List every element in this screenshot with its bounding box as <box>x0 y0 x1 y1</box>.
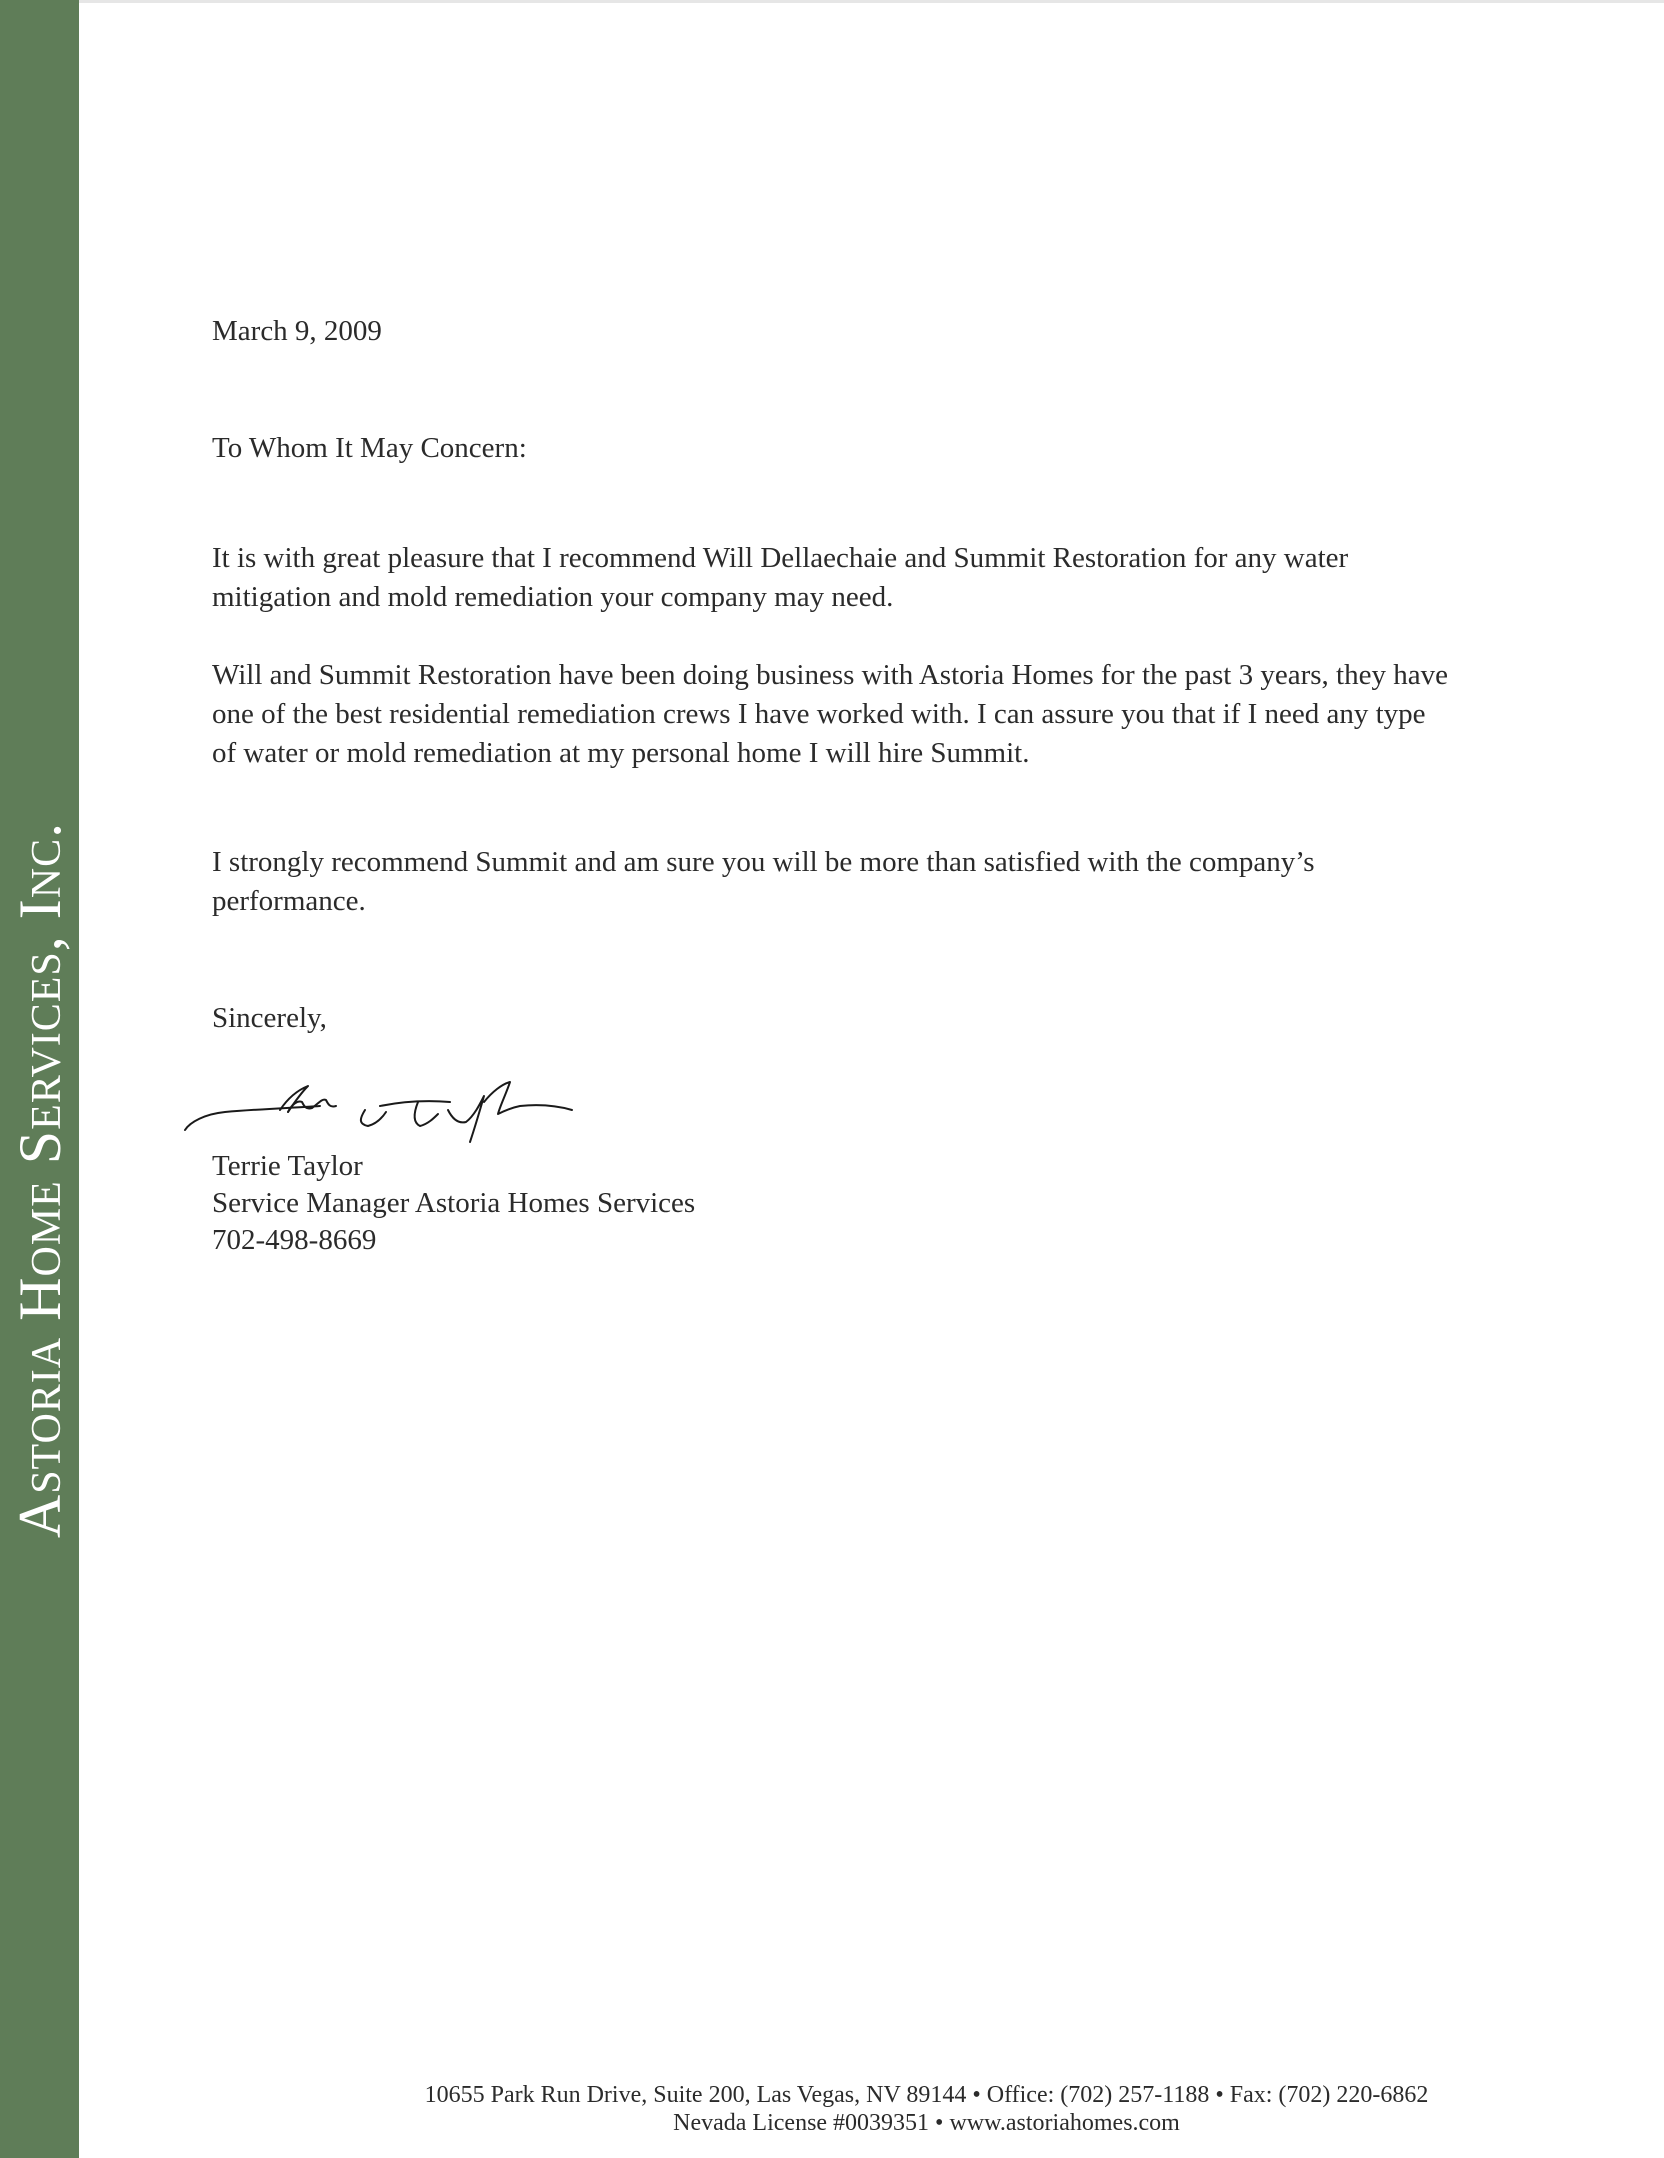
body-paragraph: It is with great pleasure that I recommend Will Dellaechaie and Summit Restoration for any water mitigation and mold remediation your company may need. <box>212 542 1349 613</box>
signer-title: Service Manager Astoria Homes Services <box>212 1187 696 1219</box>
footer-address: 10655 Park Run Drive, Suite 200, Las Vegas, NV 89144 • Office: (702) 257-1188 • Fax: (702) 220-6862 <box>424 2082 1429 2108</box>
letterhead-sidebar <box>0 0 79 2158</box>
salutation: To Whom It May Concern: <box>212 432 527 464</box>
signer-phone: 702-498-8669 <box>212 1224 377 1256</box>
closing: Sincerely, <box>212 1002 327 1034</box>
footer-license-website: Nevada License #0039351 • www.astoriahomes.com <box>673 2110 1180 2136</box>
body-paragraph: I strongly recommend Summit and am sure you will be more than satisfied with the company’s performance. <box>212 846 1315 917</box>
signer-name: Terrie Taylor <box>212 1150 363 1182</box>
body-paragraph: Will and Summit Restoration have been doing business with Astoria Homes for the past 3 years, they have one of the best residential remediation crews I have worked with. I can assure you that if I need any type of water or mold remediation at my personal home I will hire Summit. <box>212 659 1448 769</box>
page-top-edge <box>79 0 1664 3</box>
letter-date: March 9, 2009 <box>212 315 382 347</box>
company-name: Astoria Home Services, Inc. <box>7 821 73 1539</box>
handwritten-signature <box>180 1052 780 1147</box>
